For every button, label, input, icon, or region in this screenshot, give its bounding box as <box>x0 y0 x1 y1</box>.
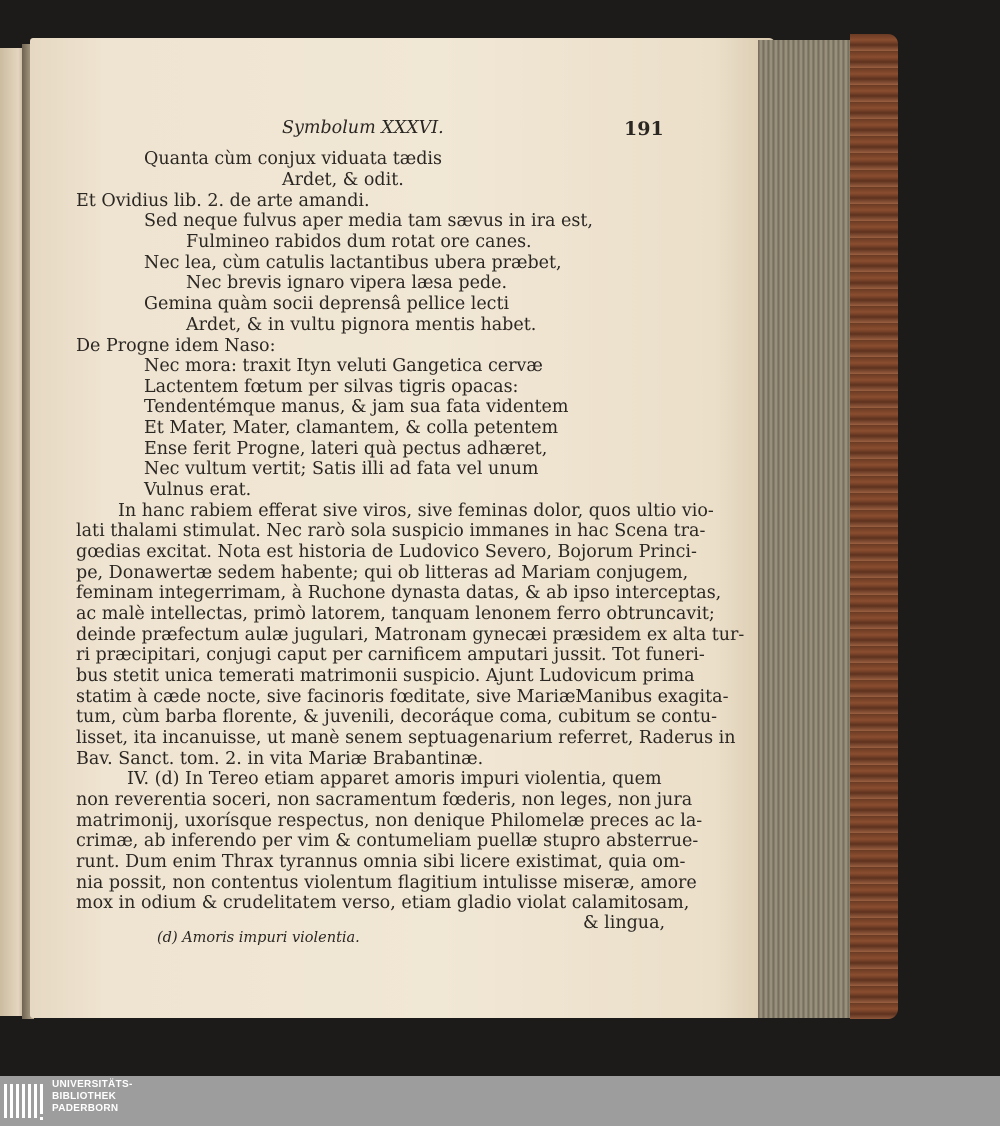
university-library-logo-icon <box>4 1081 48 1121</box>
text-line: Vulnus erat. <box>144 480 252 500</box>
text-line: tum, cùm barba florente, & juvenili, decoráque coma, cubitum se contu- <box>76 707 718 727</box>
text-line: nia possit, non contentus violentum flagitium intulisse miseræ, amore <box>76 873 697 893</box>
footnote: (d) Amoris impuri violentia. <box>157 930 360 946</box>
text-line: runt. Dum enim Thrax tyrannus omnia sibi licere existimat, quia om- <box>76 852 686 872</box>
text-line: crimæ, ab inferendo per vim & contumeliam puellæ stupro absterrue- <box>76 831 699 851</box>
text-line: Et Mater, Mater, clamantem, & colla petentem <box>144 418 559 438</box>
text-line: pe, Donawertæ sedem habente; qui ob litteras ad Mariam conjugem, <box>76 563 689 583</box>
text-line: Tendentémque manus, & jam sua fata videntem <box>144 397 569 417</box>
text-line: Sed neque fulvus aper media tam sævus in ira est, <box>144 211 593 231</box>
text-line: ac malè intellectas, primò latorem, tanquam lenonem ferro obtruncavit; <box>76 604 715 624</box>
logo-text-line3: PADERBORN <box>52 1103 119 1114</box>
text-line: lati thalami stimulat. Nec rarò sola suspicio immanes in hac Scena tra- <box>76 521 706 541</box>
text-line: Ardet, & in vultu pignora mentis habet. <box>186 315 537 335</box>
text-line: bus stetit unica temerati matrimonii suspicio. Ajunt Ludovicum prima <box>76 666 695 686</box>
running-head: Symbolum XXXVI. <box>282 118 444 138</box>
text-line: feminam integerrimam, à Ruchone dynasta datas, & ab ipso interceptas, <box>76 583 722 603</box>
text-line: ri præcipitari, conjugi caput per carnificem amputari jussit. Tot funeri- <box>76 645 705 665</box>
text-line: & lingua, <box>583 913 666 933</box>
text-line: Nec brevis ignaro vipera læsa pede. <box>186 273 508 293</box>
page-stack-edge <box>758 40 864 1018</box>
text-line: non reverentia soceri, non sacramentum fœderis, non leges, non jura <box>76 790 693 810</box>
text-line: Nec lea, cùm catulis lactantibus ubera præbet, <box>144 253 562 273</box>
text-line: Et Ovidius lib. 2. de arte amandi. <box>76 191 370 211</box>
text-line: deinde præfectum aulæ jugulari, Matronam gynecæi præsidem ex alta tur- <box>76 625 745 645</box>
text-line: statim à cæde nocte, sive facinoris fœditate, sive MariæManibus exagita- <box>76 687 729 707</box>
text-line: matrimonij, uxorísque respectus, non denique Philomelæ preces ac la- <box>76 811 703 831</box>
text-line: IV. (d) In Tereo etiam apparet amoris impuri violentia, quem <box>127 769 662 789</box>
text-line: Bav. Sanct. tom. 2. in vita Mariæ Brabantinæ. <box>76 749 484 769</box>
logo-text-line2: BIBLIOTHEK <box>52 1091 117 1102</box>
library-footer-bar <box>0 1076 1000 1126</box>
text-line: Ense ferit Progne, lateri quà pectus adhæret, <box>144 439 548 459</box>
text-line: Gemina quàm socii deprensâ pellice lecti <box>144 294 510 314</box>
text-line: De Progne idem Naso: <box>76 336 276 356</box>
logo-text-line1: UNIVERSITÄTS- <box>52 1079 133 1090</box>
text-line: Ardet, & odit. <box>282 170 404 190</box>
text-line: In hanc rabiem efferat sive viros, sive feminas dolor, quos ultio vio- <box>118 501 714 521</box>
leather-cover-edge <box>850 34 898 1019</box>
text-line: Nec vultum vertit; Satis illi ad fata vel unum <box>144 459 539 479</box>
text-line: Fulmineo rabidos dum rotat ore canes. <box>186 232 532 252</box>
text-line: gœdias excitat. Nota est historia de Ludovico Severo, Bojorum Princi- <box>76 542 697 562</box>
text-line: Lactentem fœtum per silvas tigris opacas: <box>144 377 519 397</box>
text-line: lisset, ita incanuisse, ut manè senem septuagenarium referret, Raderus in <box>76 728 736 748</box>
text-line: Nec mora: traxit Ityn veluti Gangetica cervæ <box>144 356 543 376</box>
page-number: 191 <box>624 118 664 140</box>
text-line: Quanta cùm conjux viduata tædis <box>144 149 442 169</box>
text-line: mox in odium & crudelitatem verso, etiam gladio violat calamitosam, <box>76 893 690 913</box>
